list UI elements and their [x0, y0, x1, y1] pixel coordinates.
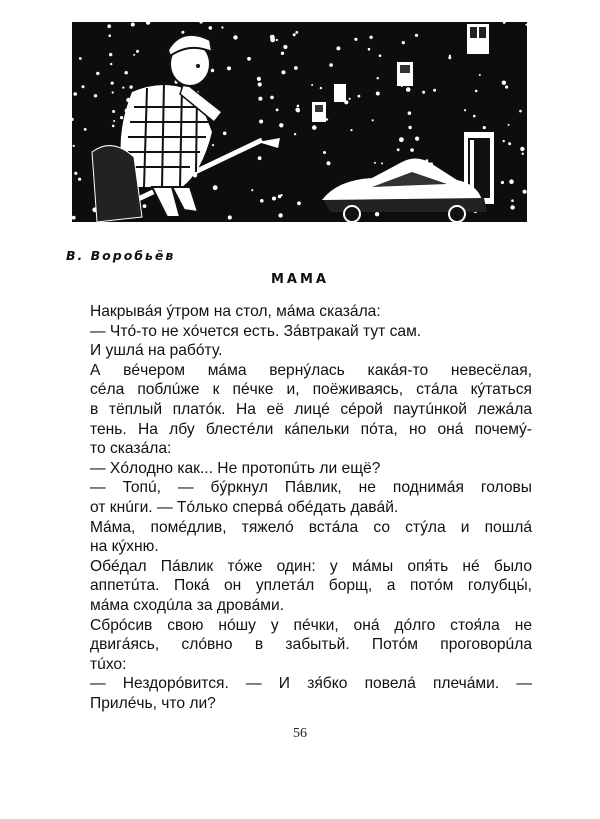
story-illustration [72, 22, 527, 222]
author-name: В. Воробьёв [66, 248, 176, 263]
story-line: — Нездорóвится. — И зя́бко повелá плечáми. — [90, 675, 532, 693]
page-number: 56 [293, 726, 307, 741]
story-line: Накрывáя ýтром на стол, мáма сказáла: [90, 303, 381, 320]
story-line: от кнúги. — Тóлько спервá обéдать давáй. [90, 498, 399, 516]
story-line: — Хóлодно как... Не протопúть ли ещё? [90, 459, 381, 477]
story-text [90, 302, 532, 713]
story-line: — Чтó-то не хóчется есть. Зáвтракай тут сам. [90, 322, 422, 340]
story-title: МАМА [271, 272, 329, 287]
story-line: Обéдал Пáвлик тóже один: у мáмы опя́ть нé было [90, 557, 532, 575]
story-line: Прилéчь, что ли? [90, 694, 216, 712]
story-line: А вéчером мáма вернýлась какáя-то невесёлая, [90, 361, 532, 379]
story-line: Мáма, помéдлив, тяжелó встáла со стýла и пошлá [90, 518, 532, 536]
story-line: двигáясь, слóвно в забытьй. Потóм проговорúла [90, 636, 532, 654]
story-line: на кýхню. [90, 538, 159, 556]
story-line: тень. На лбу блестéли кáпельки пóта, но онá почемý- [90, 420, 532, 438]
story-line: — Топú, — бýркнул Пáвлик, не поднимáя головы [90, 479, 532, 497]
story-line: аппетúта. Покá он уплетáл борщ, а потóм голубцы́, [90, 577, 532, 595]
story-line: то сказáла: [90, 440, 172, 458]
story-line: тúхо: [90, 655, 127, 673]
story-line: Сбрóсив свою нóшу у пéчки, онá дóлго стоя́ла не [90, 616, 532, 634]
story-line: в тёплый платóк. На её лицé сéрой паутúнкой лежáла [90, 400, 532, 418]
story-line: сéла поблúже к пéчке и, поёживаясь, стáла кýтаться [90, 381, 532, 399]
story-line: И ушлá на рабóту. [90, 342, 223, 360]
story-line: мáма сходúла за дровáми. [90, 596, 285, 614]
